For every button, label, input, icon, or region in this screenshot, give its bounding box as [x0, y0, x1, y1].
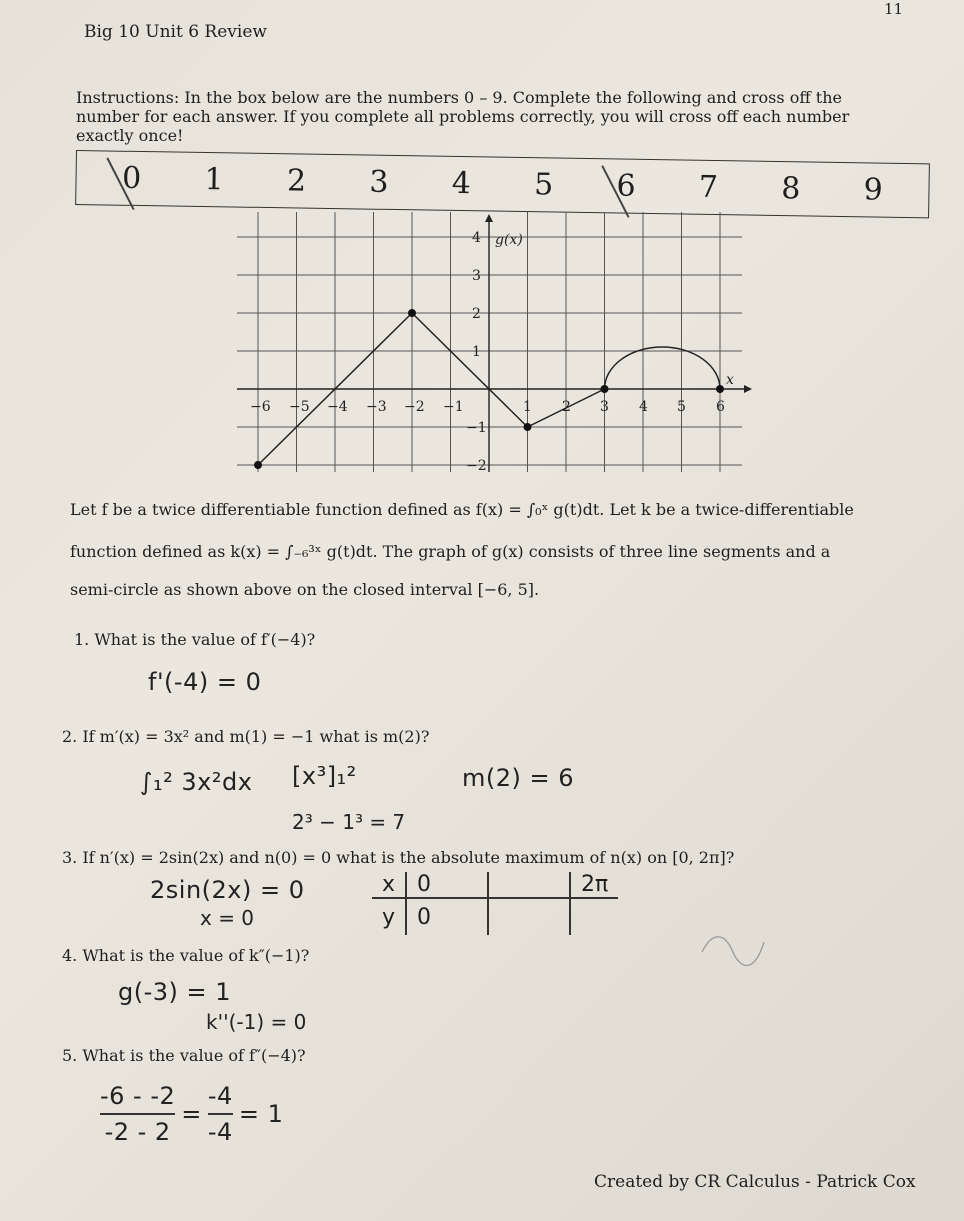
- svg-text:x: x: [726, 372, 734, 388]
- q4-work-1: g(-3) = 1: [118, 978, 232, 1006]
- svg-text:g(x): g(x): [495, 232, 523, 248]
- svg-text:2: 2: [472, 306, 481, 322]
- number-2: 2: [286, 163, 307, 199]
- svg-text:5: 5: [677, 399, 686, 415]
- number-9: 9: [863, 172, 883, 208]
- svg-text:6: 6: [716, 399, 725, 415]
- number-8: 8: [780, 171, 801, 207]
- q5-work: $\frac{-6 - -2}{-2 - 2}$ = $\frac{-4}{-4}$ = 1: [100, 1082, 284, 1146]
- q2-evaluation: 2³ − 1³ = 7: [292, 810, 406, 834]
- svg-text:−3: −3: [366, 399, 387, 415]
- q5-result: = 1: [238, 1100, 284, 1128]
- page-number: 11: [884, 0, 904, 18]
- svg-text:−1: −1: [466, 420, 487, 436]
- q4-work-2: k''(-1) = 0: [206, 1010, 307, 1034]
- number-1: 1: [204, 162, 224, 198]
- svg-text:−2: −2: [466, 458, 487, 472]
- sine-sketch: [698, 930, 778, 980]
- svg-text:−5: −5: [289, 399, 310, 415]
- svg-text:4: 4: [472, 230, 481, 246]
- k-integral: ∫₋₆³ˣ g(t)dt: [285, 542, 373, 561]
- q3-work-1: 2sin(2x) = 0: [150, 876, 305, 904]
- question-5: 5. What is the value of f″(−4)?: [62, 1046, 306, 1065]
- svg-text:−2: −2: [404, 399, 425, 415]
- number-7: 7: [698, 169, 719, 206]
- svg-text:3: 3: [600, 399, 609, 415]
- q3-work-2: x = 0: [200, 906, 255, 930]
- svg-text:4: 4: [639, 399, 648, 415]
- number-3: 3: [369, 164, 389, 200]
- g-semicircle: [605, 347, 721, 389]
- q5-fraction-2: $\frac{-4}{-4}$: [207, 1082, 233, 1146]
- f-integral: ∫₀ˣ g(t)dt: [526, 500, 600, 519]
- number-4: 4: [451, 165, 472, 202]
- q5-fraction-1: $\frac{-6 - -2}{-2 - 2}$: [100, 1082, 176, 1146]
- svg-text:−1: −1: [443, 399, 464, 415]
- svg-text:−4: −4: [327, 399, 348, 415]
- q1-work: f'(-4) = 0: [148, 668, 262, 696]
- question-4: 4. What is the value of k″(−1)?: [62, 946, 310, 965]
- number-5: 5: [533, 167, 554, 203]
- svg-text:3: 3: [472, 268, 481, 284]
- svg-text:2: 2: [562, 399, 571, 415]
- svg-text:−6: −6: [250, 399, 271, 415]
- q2-antiderivative: [x³]₁²: [292, 762, 357, 790]
- q3-xy-table: x 0 2π y 0: [372, 872, 618, 935]
- svg-text:1: 1: [523, 399, 532, 415]
- question-1: 1. What is the value of f′(−4)?: [74, 630, 316, 649]
- g-of-x-graph: [232, 212, 752, 472]
- answer-number-box: [75, 150, 930, 218]
- instructions: Instructions: In the box below are the numbers 0 – 9. Complete the following and cross off the number for each answer. If you complete all problems correctly, you will cross off each number exactly once!: [76, 88, 850, 145]
- question-2: 2. If m′(x) = 3x² and m(1) = −1 what is m(2)?: [62, 727, 430, 746]
- question-3: 3. If n′(x) = 2sin(2x) and n(0) = 0 what is the absolute maximum of n(x) on [0, 2π]?: [62, 848, 735, 867]
- problem-setup: Let f be a twice differentiable function defined as f(x) = ∫₀ˣ g(t)dt. Let k be a twice-differentiable function defined as k(x) = ∫₋₆³ˣ g(t)dt. The graph of g(x) consists of three line segments and a semi-circle as shown above on the closed interval [−6, 5].: [70, 500, 854, 599]
- number-0: 0: [111, 161, 152, 197]
- q2-answer: m(2) = 6: [462, 764, 575, 792]
- credit-footer: Created by CR Calculus - Patrick Cox: [594, 1172, 916, 1192]
- worksheet-title: Big 10 Unit 6 Review: [84, 22, 267, 42]
- svg-text:1: 1: [472, 344, 481, 360]
- q2-integral: ∫₁² 3x²dx: [140, 768, 253, 796]
- number-6: 6: [606, 168, 647, 204]
